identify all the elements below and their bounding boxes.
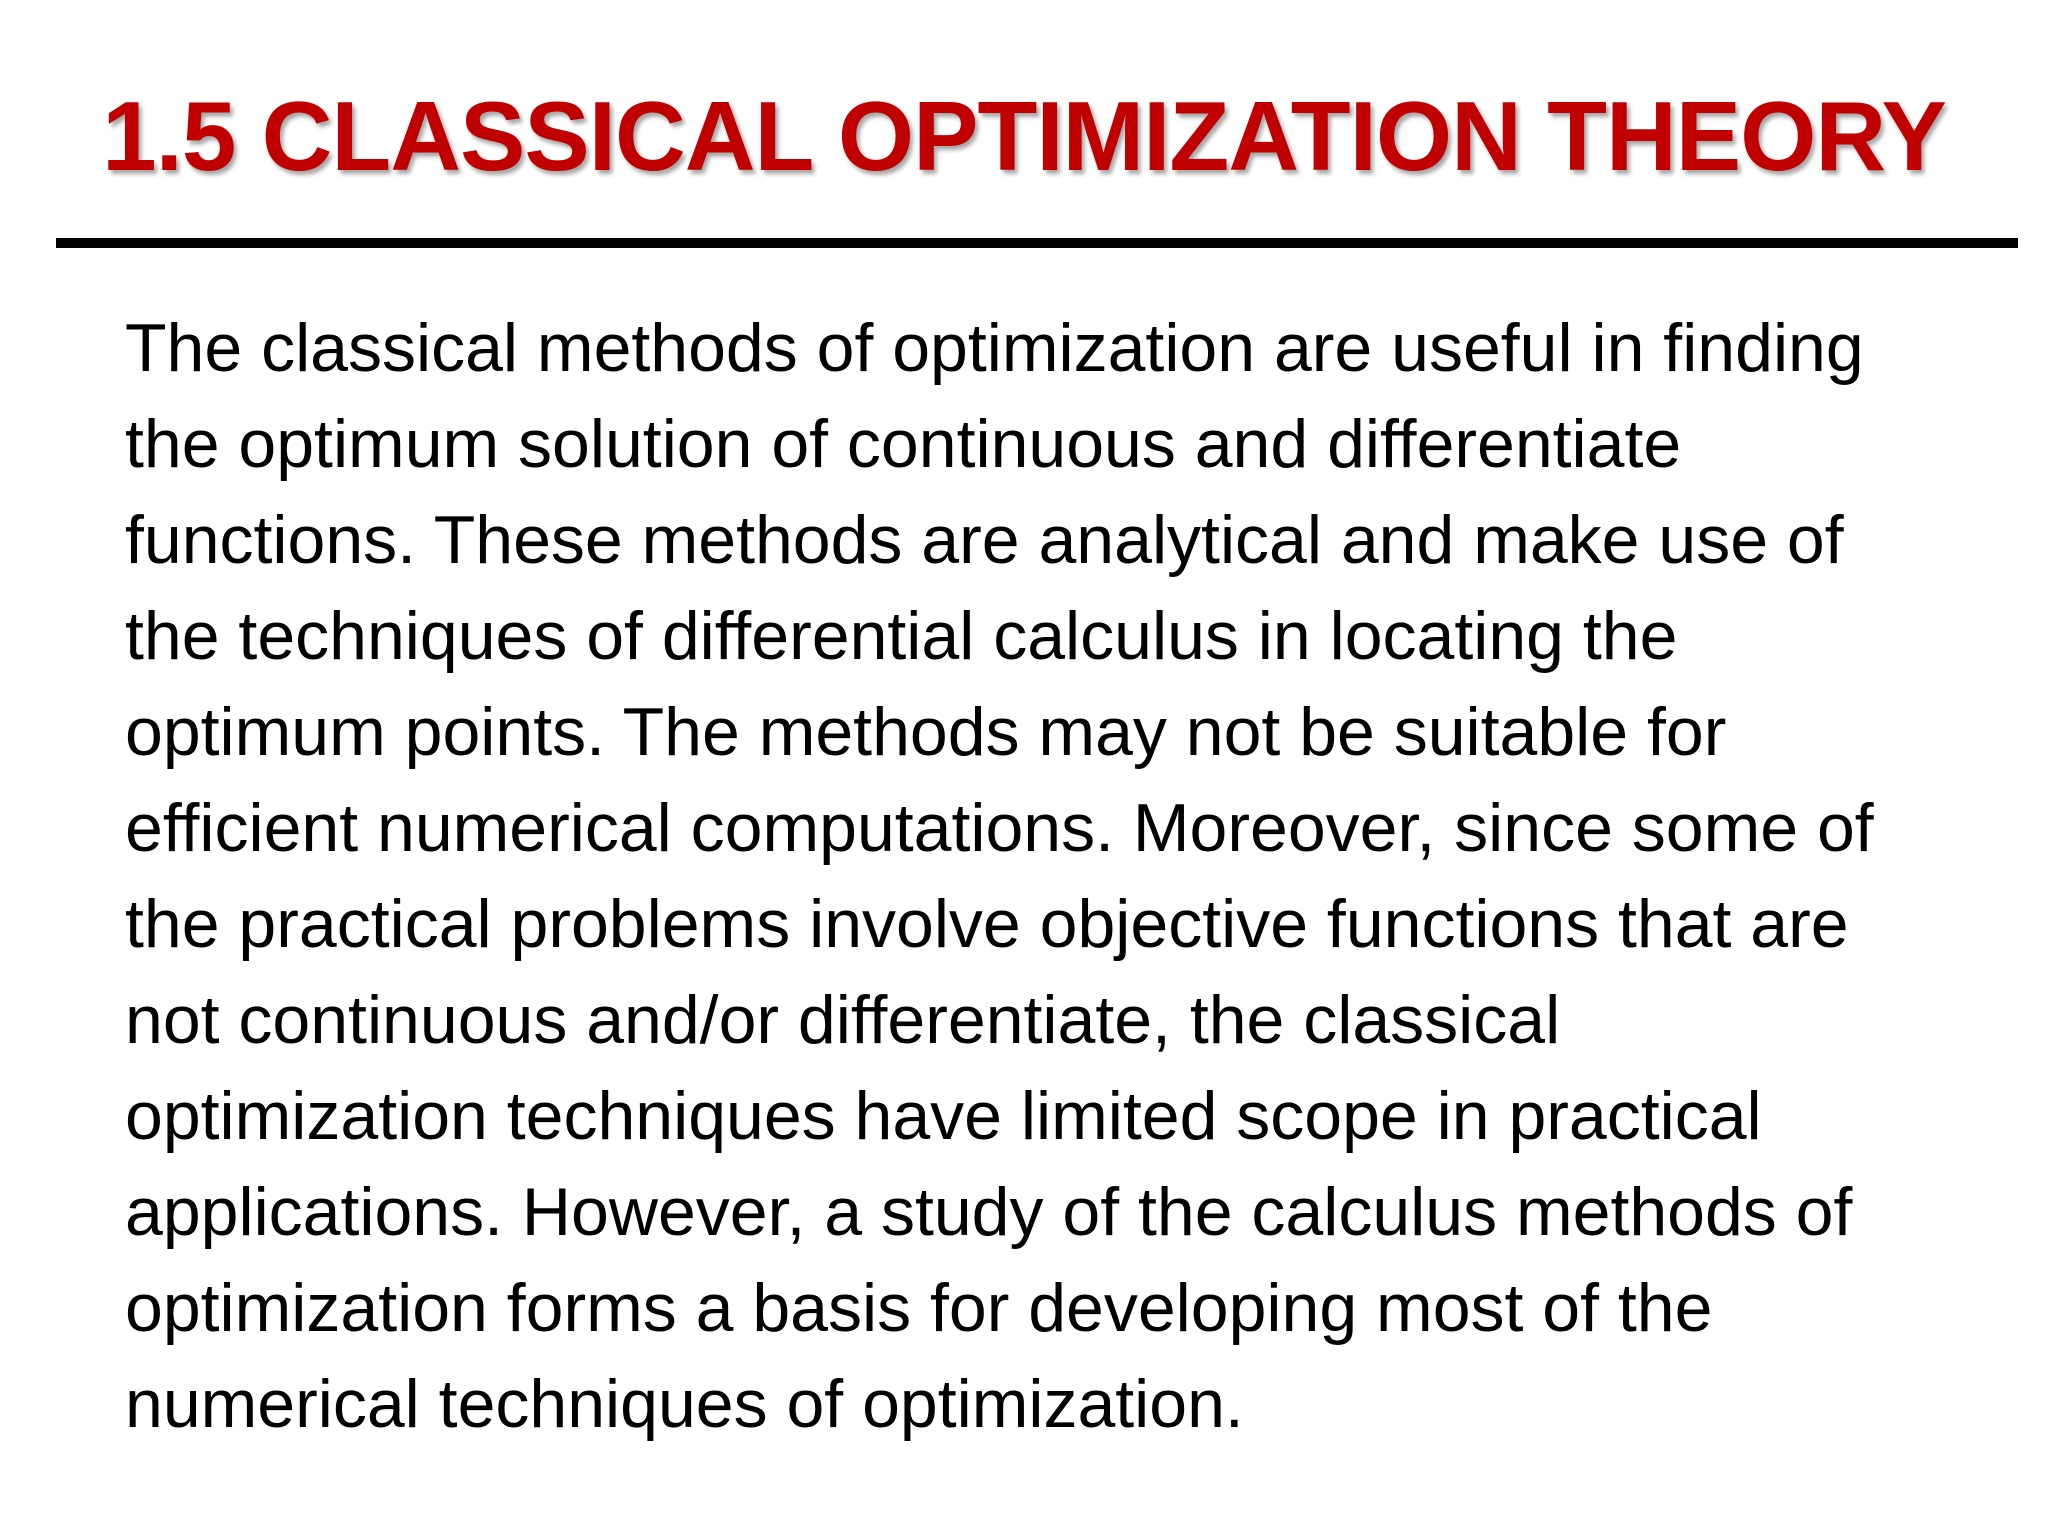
body-line: the techniques of differential calculus in locating the	[125, 598, 1678, 674]
body-line: numerical techniques of optimization.	[125, 1366, 1244, 1442]
body-line: optimization techniques have limited scope in practical	[125, 1078, 1762, 1154]
body-line: not continuous and/or differentiate, the classical	[125, 982, 1561, 1058]
slide-body-paragraph	[125, 300, 2025, 1452]
body-line: functions. These methods are analytical and make use of	[125, 502, 1844, 578]
body-line: The classical methods of optimization are useful in finding	[125, 310, 1864, 386]
slide-title: 1.5 CLASSICAL OPTIMIZATION THEORY	[102, 81, 1946, 191]
body-line: the practical problems involve objective functions that are	[125, 886, 1849, 962]
body-line: optimum points. The methods may not be suitable for	[125, 694, 1727, 770]
title-divider	[56, 238, 2018, 248]
body-line: the optimum solution of continuous and differentiate	[125, 406, 1682, 482]
body-line: applications. However, a study of the calculus methods of	[125, 1174, 1853, 1250]
body-line: optimization forms a basis for developing most of the	[125, 1270, 1713, 1346]
body-line: efficient numerical computations. Moreover, since some of	[125, 790, 1874, 866]
